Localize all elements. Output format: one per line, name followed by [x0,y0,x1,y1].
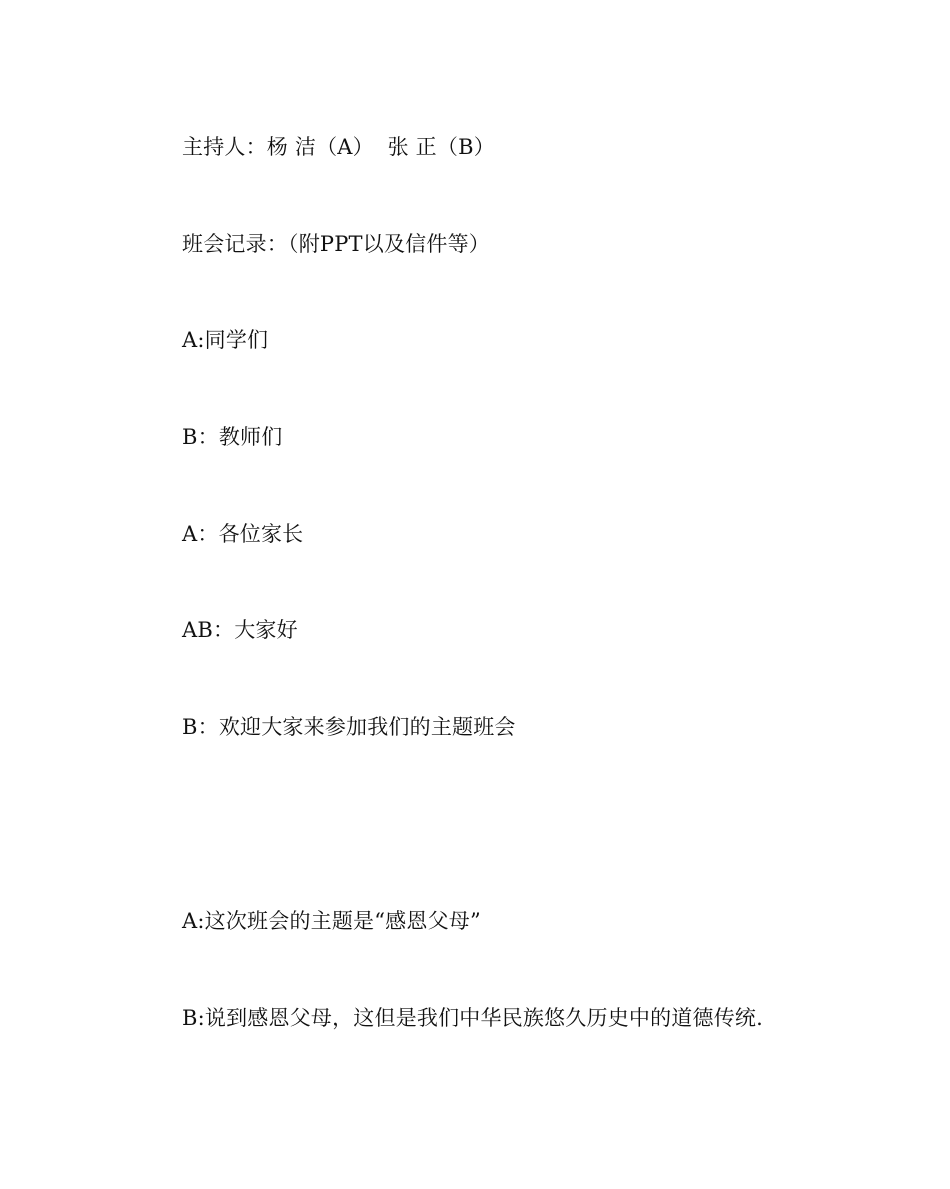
dialogue-line: A:同学们 [182,328,269,352]
dialogue-line: B:说到感恩父母，这但是我们中华民族悠久历史中的道德传统. [182,1006,763,1030]
dialogue-line: A：各位家长 [182,522,304,546]
meeting-record-line: 班会记录：（附PPT以及信件等） [182,232,490,256]
hosts-line: 主持人：杨 洁（A） 张 正（B） [182,135,495,159]
dialogue-line: AB：大家好 [182,618,298,642]
dialogue-line: A:这次班会的主题是“感恩父母” [182,909,481,933]
dialogue-line: B：欢迎大家来参加我们的主题班会 [182,715,516,739]
dialogue-line: B：教师们 [182,425,283,449]
